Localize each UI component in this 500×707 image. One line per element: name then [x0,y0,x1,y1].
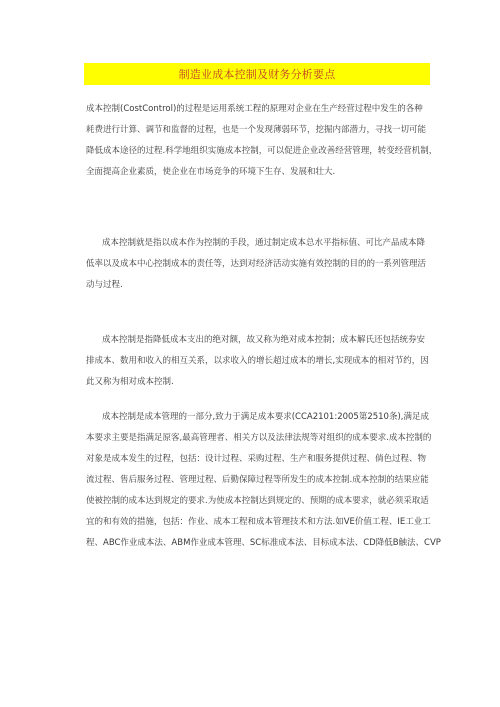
paragraph-line: 降低成本途径的过程.科学地组织实施成本控制，可以促进企业改善经营管理，转变经营机制， [86,146,438,156]
paragraph-line: 此又称为相对成本控制. [86,377,174,387]
paragraph-line: 流过程、售后服务过程、管理过程、后勤保障过程等所发生的成本控制.成本控制的结果应能 [86,475,429,485]
paragraph-line: 成本控制是成本管理的一部分,致力于满足成本要求(CCA2101:2005第2510条),满足成 [102,412,429,422]
paragraph-line: 本要求主要是指满足原客,最高管理者、相关方以及法律法规等对组织的成本要求.成本控制的 [86,433,432,443]
paragraph-line: 耗费进行计算、调节和监督的过程，也是一个发现薄弱环节，挖掘内部潜力，寻找一切可能 [86,125,427,135]
paragraph-line: 低率以及成本中心控制成本的责任等，达到对经济活动实施有效控制的目的的一系列管理活 [86,259,427,269]
paragraph-line: 排成本、数用和收入的相互关系，以求收入的增长超过成本的增长,实现成本的相对节约，因 [86,356,429,366]
paragraph-line: 使被控制的成本达到规定的要求.为使成本控制达到规定的、预期的成本要求，就必须采取适 [86,496,429,506]
paragraph-line: 成本控制(CostControl)的过程是运用系统工程的原理对企业在生产经营过程中发生的各种 [86,104,423,114]
paragraph-line: 成本控制是指降低成本支出的绝对额，故又称为绝对成本控制；成本解氏还包括统券安 [102,335,426,345]
paragraph-2 [86,233,434,296]
document-title: 制造业成本控制及财务分析要点 [178,68,336,81]
paragraph-line: 动与过程. [86,280,123,290]
paragraph-line: 成本控制就是指以成本作为控制的手段，通过制定成本总水平指标值、可比产品成本降 [102,238,426,248]
paragraph-line: 宜的和有效的措施，包括：作业、成本工程和成本管理技术和方法.如VE价值工程、IE工业工 [86,517,431,527]
paragraph-4 [86,407,441,554]
paragraph-line: 对象是成本发生的过程，包括：设计过程、采购过程、生产和服务提供过程、倘色过程、物 [86,454,427,464]
paragraph-3 [86,330,434,393]
paragraph-1 [86,99,438,183]
paragraph-line: 程、ABC作业成本法、ABM作业成本管理、SC标准成本法、目标成本法、CD降低B触法、CVP [86,538,441,548]
paragraph-line: 全面提高企业素质，使企业在市场竞争的环境下生存、发展和壮大. [86,167,336,177]
